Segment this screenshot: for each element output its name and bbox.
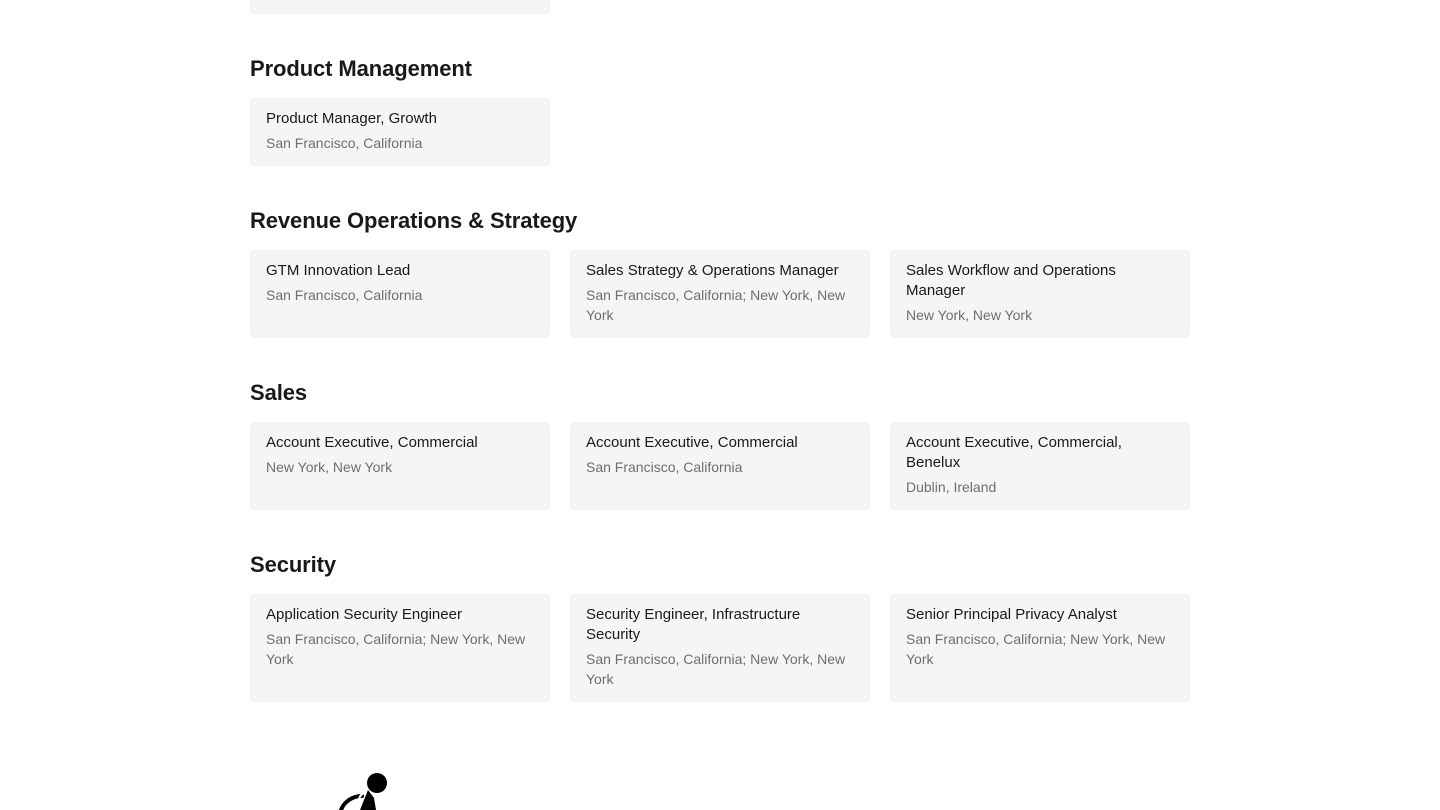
job-location: San Francisco, California; New York, New York (586, 287, 846, 323)
job-title: Account Executive, Commercial, Benelux (906, 434, 1122, 471)
job-location: San Francisco, California (586, 459, 743, 475)
job-grid (250, 594, 1190, 702)
job-title: Sales Strategy & Operations Manager (586, 262, 839, 279)
section-title: Product Management (250, 56, 472, 81)
job-location: San Francisco, California (266, 287, 423, 303)
person-illustration-icon (338, 770, 394, 810)
job-card[interactable] (250, 422, 550, 510)
job-title: GTM Innovation Lead (266, 262, 411, 279)
job-card[interactable] (570, 422, 870, 510)
job-location: San Francisco, California; New York, New York (586, 651, 846, 687)
job-card[interactable] (570, 250, 870, 338)
job-card[interactable] (250, 594, 550, 702)
job-card[interactable] (250, 98, 550, 166)
job-location: New York, New York (266, 459, 393, 475)
section-title: Revenue Operations & Strategy (250, 208, 578, 233)
job-title: Account Executive, Commercial (266, 434, 478, 451)
job-location: San Francisco, California (266, 135, 423, 151)
previous-job-card-partial[interactable] (250, 0, 550, 14)
job-title: Sales Workflow and Operations Manager (906, 262, 1116, 299)
job-title: Security Engineer, Infrastructure Security (586, 606, 801, 643)
job-location: Dublin, Ireland (906, 479, 997, 495)
job-grid (250, 98, 1190, 166)
section-security (250, 552, 1190, 702)
job-title: Product Manager, Growth (266, 110, 437, 127)
job-card[interactable] (890, 422, 1190, 510)
section-title: Sales (250, 380, 307, 405)
job-title: Application Security Engineer (266, 606, 462, 623)
job-grid (250, 422, 1190, 510)
job-location: San Francisco, California; New York, New York (266, 631, 526, 667)
job-location: San Francisco, California; New York, New York (906, 631, 1166, 667)
section-product-management (250, 56, 1190, 166)
job-location: New York, New York (906, 307, 1033, 323)
job-grid (250, 250, 1190, 338)
job-title: Senior Principal Privacy Analyst (906, 606, 1117, 623)
job-card[interactable] (890, 250, 1190, 338)
section-revenue-operations-strategy (250, 208, 1190, 338)
job-card[interactable] (890, 594, 1190, 702)
job-card[interactable] (570, 594, 870, 702)
job-listings (250, 0, 1190, 702)
job-card[interactable] (250, 250, 550, 338)
job-title: Account Executive, Commercial (586, 434, 798, 451)
section-sales (250, 380, 1190, 510)
section-title: Security (250, 552, 337, 577)
